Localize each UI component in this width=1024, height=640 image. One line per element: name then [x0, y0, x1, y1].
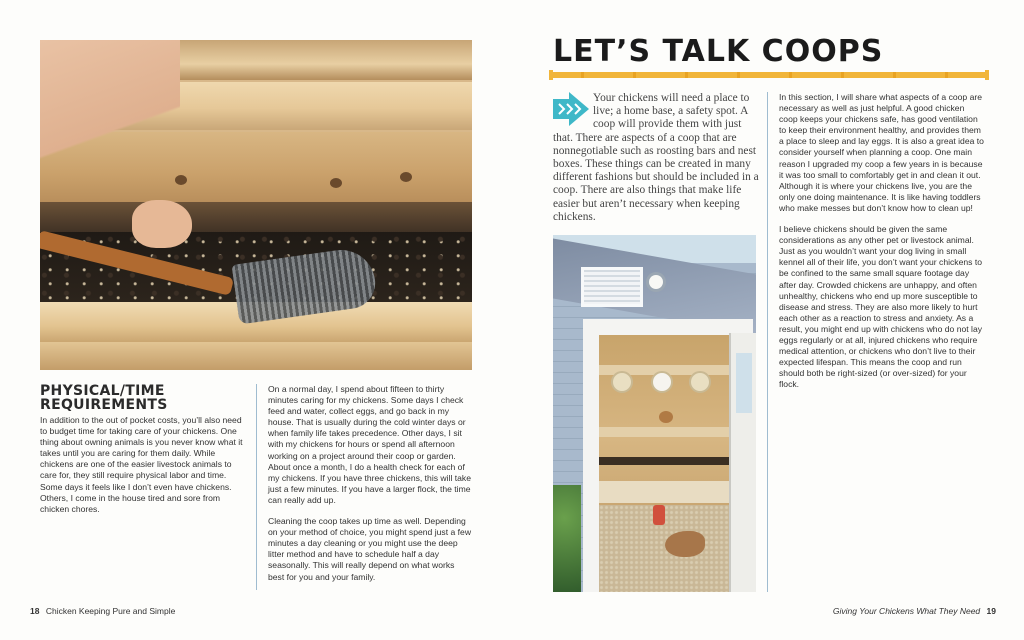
footer-right	[833, 606, 1000, 616]
column-physical-time	[40, 384, 248, 525]
column-coop-aspects	[779, 92, 985, 400]
section-heading: PHYSICAL/TIME REQUIREMENTS	[40, 383, 168, 413]
intro-paragraph: Your chickens will need a place to live; a home base, a safety spot. A coop will provide them with just that. There are aspects of a coop that are nonnegotiable such as roosting bars and nest boxes. These things can be created in many different fashions but should be included in a coop. There are also things that make life easier but aren’t necessary when keeping chickens.	[553, 92, 759, 223]
footer-left	[26, 606, 175, 616]
body-paragraph: On a normal day, I spend about fifteen to thirty minutes caring for my chickens. Some days I check feed and water, collect eggs, and go back in my house. That is usually during the cold winter days or when family life takes precedence. Other days, I sit with my chickens for hours or spend all afternoon working on a project around their coop or garden. About once a month, I do a health check for each of my chickens. If you have three chickens, this will take just a few minutes. If you have a larger flock, the time can really add up.	[268, 384, 471, 505]
body-paragraph: I believe chickens should be given the same considerations as any other pet or livestock animal. Just as you wouldn’t want your dog living in small kennel all of their life, you don’t want your chickens to be confined to the same small square footage day after day. Crowded chickens are unhappy, and often unhealthy, chickens who end up more susceptible to disease and stress. They are also more likely to hurt each other as a reaction to stress and anxiety. As a result, you might end up with chickens who do not lay eggs regularly or at all, injured chickens who require medical attention, or chickens who don’t live to their expected lifespan. This means the coop and run should both be right-sized (or over-sized) for your flock.	[779, 224, 983, 390]
body-paragraph: In addition to the out of pocket costs, you’ll also need to budget time for taking care of your chickens. One thing about owning animals is you never know what it takes until you are caring for them daily. While chickens are one of the easier livestock animals to care for, they still require physical labor and time. Some days it feels like I don’t even have chickens. Others, I come in the house tired and sore from chicken chores.	[40, 415, 243, 514]
book-title: Chicken Keeping Pure and Simple	[45, 606, 176, 616]
column-daily-care	[268, 384, 472, 593]
page-title: LET’S TALK COOPS	[553, 34, 884, 69]
body-paragraph: In this section, I will share what aspects of a coop are necessary as well as just helpful. A good chicken coop keeps your chickens safe, has good ventilation to keep their environment healthy, and provides them a place to sleep and lay eggs. It is also a great idea to consider yourself when planning a coop. One main reason I upgraded my coop a few years in is because it was too small to comfortably get in and clean it out. Although it is where your chickens live, you are the only one doing maintenance. It is like having toddlers who make messes but don’t know how to clean up!	[779, 92, 984, 213]
coop-photo	[553, 235, 756, 592]
title-underline	[553, 72, 985, 78]
sifting-soil-photo	[40, 40, 472, 370]
column-divider	[256, 384, 257, 590]
page-number: 18	[30, 606, 40, 616]
chapter-title: Giving Your Chickens What They Need	[832, 606, 981, 616]
body-paragraph: Cleaning the coop takes up time as well. Depending on your method of choice, you might spend just a few minutes a day cleaning or you might use the deep litter method and have to schedule half a day seasonally. This will really depend on what works best for you and your family.	[268, 516, 472, 582]
column-divider	[767, 92, 768, 592]
page-number: 19	[986, 606, 996, 616]
